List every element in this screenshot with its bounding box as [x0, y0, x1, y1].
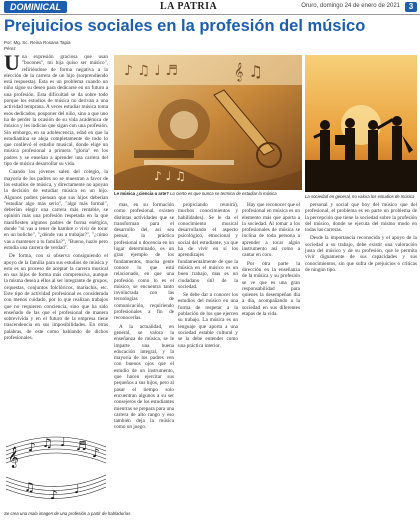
photo-caption: La sociedad en general, no valora los estudios de música	[305, 194, 415, 199]
silhouette-musicians-illustration	[305, 55, 417, 192]
musical-notes-illustration	[4, 417, 108, 509]
paragraph: propiciando reunirá), muchos conocimientos y habilidades). Se le da el conocimiento musical desarrollando el aspecto psicológico, emocional y social del estudiante, ya que ha de vivir en sí los aprendizajes fundamentalmente de que la música en el músico es un buen trabajo, mas es un ciudadano útil de la sociedad.	[178, 202, 238, 290]
svg-text:♪ ♩ ♫: ♪ ♩ ♫	[154, 169, 186, 183]
paragraph: Cuando los jóvenes salen del colegio, la mayoría de los padres no se muestran a favor de los estudios de música, y directamente no apoyan la decisión de estudiar música en un hijo. Algunos padres piensan que sus hijos deberían "estudiar algo más serio", "algo más formal", deberían elegir una carrera más rentable, se opinión más una profesión respetada en la que manifiesten algunos padres de forma enérgica, donde "ni vas a tener de hambre o vivir de tocar en un boliche", "¿dónde vas a trabajar?", "¿cómo vas a mantener a tu familia?", "Bueno, hazlo pero estudia una carrera de verdad".	[4, 169, 108, 251]
paragraph: Se debe dar a conocer los estudios del músico en una forma de respetar a la población de los que ejercen su trabajo. La música es un lenguaje que aporta a una sociedad estable cultural y se la debe entender como una práctica interior.	[178, 292, 238, 349]
byline	[4, 40, 70, 52]
svg-text:♬: ♬	[76, 439, 87, 453]
svg-text:𝄞 ♫: 𝄞 ♫	[234, 62, 263, 81]
paragraph: De forma, con si observa consiguiendo el apoyo de la familia para sus estudios de música y esto es un proceso de aceptar la carrera musical en sus hijos de forma más comprensiva, aunque la misma desea a ellos al ser integrante de grupos, orquestas, conjuntos folclóricos, mariachis, etc. Este tipo de actividad profesional es considerada con menos cuidado, por lo que realizan trabajos que no requieren conciencia, sino que ha sido enseñado de las que el profesional de manera sobrevivida y en el futuro de la empresa tiene trascendencia en sus imposibilidades. En otras palabras, de este como hablando de dichos profesionales.	[4, 253, 108, 342]
paragraph: na expresión graciosa que usan "bocones", mi hija quiso ser músico", refiriéndose de forma negativa a la elección de la carrera de un hijo (sorprendiendo está respuesta). Esta es un problema cuando un niño sigue su deseo para dedicarse en un futuro a una profesión. Esta dificultad se da sobre todo porque los estudios de música no derivan a una actividad temprana. A veces estudiar música toma esos dedicados, posponer del niño, sino a que uno ha de perder la ocasión de su vida académica de música y les indican que sigan con una profesión. Sin embargo, en su adolescencia, edad en que la estudiantina se aleja completamente de todo lo que conllevó el estudio musical, donde elige un música profesional a primera "gloria" en los padres y se enseñan a aprender una carrera del tipo de música desarrollar su vida.	[4, 54, 108, 168]
section-tag: DOMINICAL	[4, 1, 67, 13]
svg-text:♪: ♪	[50, 488, 58, 502]
svg-text:♩: ♩	[74, 482, 80, 496]
author-name: Por: Mg. Sc. Reina Rosana Tapia	[4, 40, 71, 45]
svg-text:♫: ♫	[42, 436, 53, 450]
paragraph: Por otra parte la dirección en la enseñanza de la música y su profesión se ve que es una gran responsabilidad para quienes la desempeñan día a día, acompañando a la sociedad en sus diferentes etapas de la vida.	[242, 260, 300, 318]
photo-caption	[114, 191, 304, 196]
page-number: 3	[405, 2, 417, 12]
paragraph: mas, en su formación como profesional, existen distintas actividades que se transforman para el desarrollo del, así sea pensar, la práctica profesional o docencia en un lugar determinado, es un gran ejemplo de los fundamentos, mucha gente conoce lo que está relacionado, en que una profesión como lo es el músico, se encuentra tanto involucrada con las tecnologías de comunicación, requiriendo profesionales a fin de reconocerlas.	[114, 202, 174, 322]
article-headline: Prejuicios sociales en la profesión del músico	[4, 17, 366, 35]
svg-text:♪ ♫ ♩ ♬: ♪ ♫ ♩ ♬	[124, 63, 178, 79]
svg-text:♪: ♪	[28, 440, 36, 454]
article-column-3	[178, 202, 238, 502]
caption-lead: Le música ¿ciencia o arte?	[114, 191, 169, 196]
paragraph: Desde la importancia reconocida y el apoyo de la sociedad a su trabajo, debe existir una valoración justa del músico y de su profesión, que le permita vivir dignamente de sus capacidades y sus conocimientos, sin que sufra de prejuicios o críticas de ningún tipo.	[305, 235, 417, 273]
paragraph: A la actualidad, en general, se valora la enseñanza de música, se le imparte una buena educación integral, y la mayoría de los padres ven con buenos ojos que el estudio de un instrumento, que hacen ejercitar sus pequeños a sus hijos, pero al pasar el tiempo solo encuentran algunos a su ser consejeros de los estudiantes mientras se prepara para una carrera de alto rango y eso también deja la música como un juego.	[114, 323, 174, 431]
svg-text:♩: ♩	[60, 435, 66, 449]
photo-caption: Se crea una mala imagen de una profesión a partir de habladurías	[4, 511, 131, 516]
drop-cap: U	[4, 54, 20, 75]
article-column-2	[114, 202, 174, 502]
dateline: Oruro, domingo 24 de enero de 2021	[301, 3, 400, 9]
svg-text:♫: ♫	[24, 480, 35, 494]
paragraph: personal y social que hoy del músico que del profesional, el problema es en parte un problema de la percepción que tiene la sociedad sobre la profesión del músico, donde se ejecuta del mismo modo en todas las carreras.	[305, 202, 417, 234]
author-role: Pérez	[4, 46, 16, 51]
article-column-1	[4, 54, 108, 415]
article-column-5	[305, 202, 417, 502]
article-column-4	[242, 202, 300, 502]
paragraph: Hay que reconocer que el profesional en música es un elemento más que aporta a la sociedad. Al tomar a los profesionales de música se inclina de toda persona a aprender a tocar algún instrumento así como a cantar en coro.	[242, 202, 300, 259]
newspaper-masthead: LA PATRIA	[160, 1, 218, 12]
caption-text: Lo cierto es que nunca se termina de estudiar la música	[170, 191, 277, 196]
svg-text:𝄞: 𝄞	[8, 447, 19, 468]
collage-illustration	[114, 55, 302, 190]
svg-text:♪: ♪	[92, 446, 100, 460]
